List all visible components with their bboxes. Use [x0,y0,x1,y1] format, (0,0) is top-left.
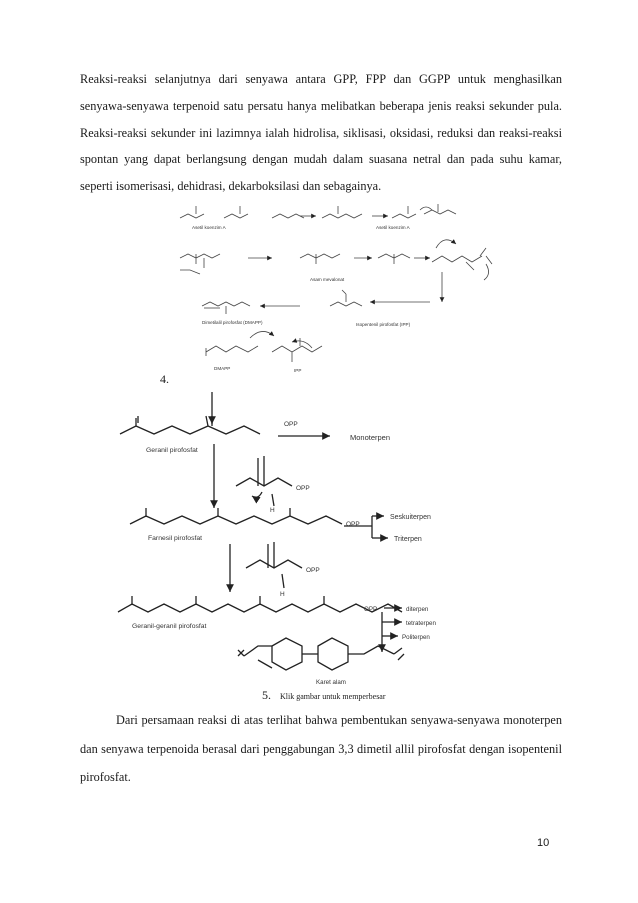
label-triterpen: Triterpen [394,536,422,543]
figure-4-number: 4. [160,372,169,386]
paragraph-2 [80,706,562,792]
label-ipp-full: Isopentenil pirofosfat (IPP) [356,322,411,327]
label-h-2: H [280,591,285,598]
label-diterpen: diterpen [406,606,429,613]
label-opp-2: OPP [296,485,310,492]
label-asetil-koa-2: Asetil koenzim A [376,225,410,230]
label-geranil-geranil: Geranil-geranil pirofosfat [132,623,207,630]
page-number: 10 [537,837,550,849]
label-opp-1: OPP [284,421,298,428]
label-politerpen: Politerpen [402,634,430,641]
label-asam-mevalonat: Asam mevalonat [310,277,345,282]
label-tetraterpen: tetraterpen [406,620,436,627]
label-dmapp-full: Dimetilalil pirofosfat (DMAPP) [202,320,263,325]
label-geranil-pirofosfat: Geranil pirofosfat [146,447,198,454]
figure-5-number: 5. [262,688,271,702]
figure-5-caption-block [262,688,386,703]
label-dmapp: DMAPP [214,366,231,371]
label-opp-3: OPP [346,521,360,528]
label-farnesil-pirofosfat: Farnesil pirofosfat [148,535,203,542]
figure-5-caption[interactable]: Klik gambar untuk memperbesar [280,692,386,701]
label-opp-5: OPP [364,606,378,613]
label-asetil-koa-1: Asetil koenzim A [192,225,226,230]
paragraph-2-text: Dari persamaan reaksi di atas terlihat bahwa pembentukan senyawa-senyawa monoterpen dan senyawa terpenoida berasal dari penggabungan 3,3 dimetil allil pirofosfat dengan isopentenil pirofosfat. [80,713,562,784]
label-opp-4: OPP [306,567,320,574]
paragraph-1: Reaksi-reaksi selanjutnya dari senyawa antara GPP, FPP dan GGPP untuk menghasilkan senyawa-senyawa terpenoid satu persatu hanya melibatkan beberapa jenis reaksi sekunder pula. Reaksi-reaksi sekunder ini lazimnya ialah hidrolisa, siklisasi, oksidasi, reduksi dan reaksi-reaksi spontan yang dapat berlangsung dengan mudah dalam suasana netral dan pada suhu kamar, seperti isomerisasi, dehidrasi, dekarboksilasi dan sebagainya. [80,72,562,194]
label-h-1: H [270,507,275,514]
figure-4-scheme [180,204,492,362]
label-ipp: IPP [294,368,302,373]
label-monoterpen: Monoterpen [350,433,391,442]
label-seskuiterpen: Seskuiterpen [390,514,431,521]
label-karet-alam: Karet alam [316,679,346,686]
